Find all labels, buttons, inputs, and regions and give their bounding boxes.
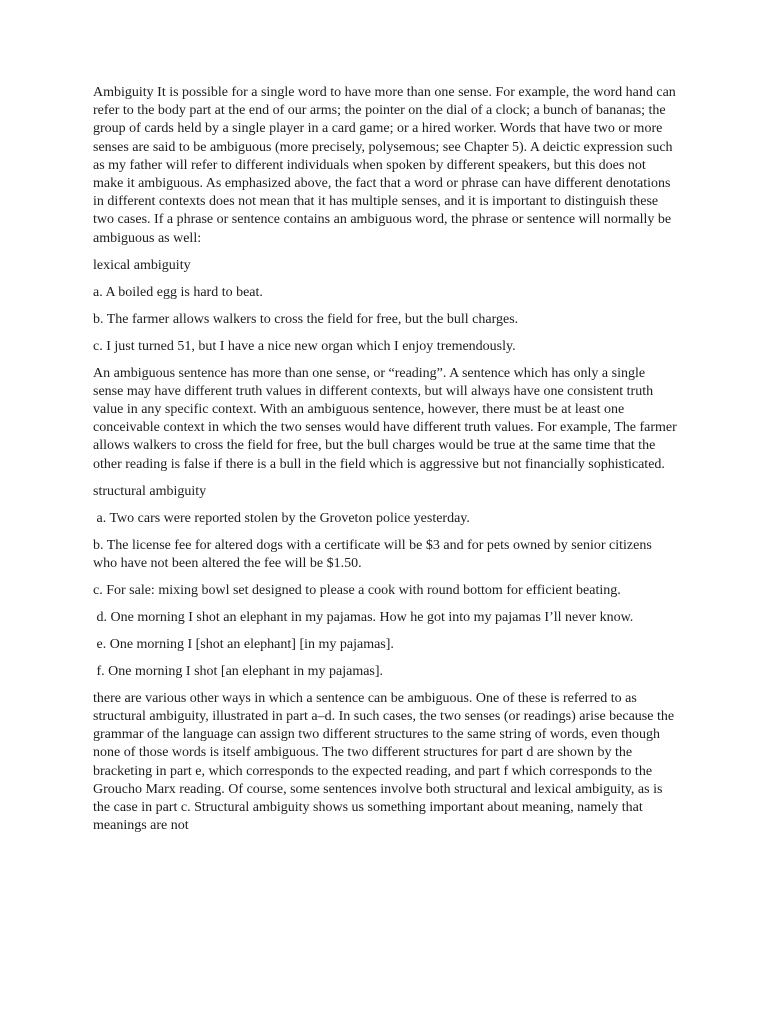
- closing-paragraph: there are various other ways in which a sentence can be ambiguous. One of these is referred to as structural ambiguity, illustrated in part a–d. In such cases, the two senses (or readings) arise because the grammar of the language can assign two different structures to the same string of words, even though none of those words is itself ambiguous. The two different structures for part d are shown by the bracketing in part e, which corresponds to the expected reading, and part f which corresponds to the Groucho Marx reading. Of course, some sentences involve both structural and lexical ambiguity, as is the case in part c. Structural ambiguity shows us something important about meaning, namely that meanings are not: [93, 690, 675, 834]
- ambiguous-sentence-paragraph: An ambiguous sentence has more than one sense, or “reading”. A sentence which has only a single sense may have different truth values in different contexts, but will always have one consistent truth value in any specific context. With an ambiguous sentence, however, there must be at least one conceivable context in which the two senses would have different truth values. For example, The farmer allows walkers to cross the field for free, but the bull charges would be true at the same time that the other reading is false if there is a bull in the field which is aggressive but not financially sophisticated.: [93, 365, 677, 472]
- structural-example-e: e. One morning I [shot an elephant] [in my pajamas].: [93, 636, 394, 652]
- structural-example-f: f. One morning I shot [an elephant in my pajamas].: [93, 663, 384, 679]
- lexical-example-c: c. I just turned 51, but I have a nice new organ which I enjoy tremendously.: [93, 338, 516, 354]
- intro-paragraph: Ambiguity It is possible for a single word to have more than one sense. For example, the word hand can refer to the body part at the end of our arms; the pointer on the dial of a clock; a bunch of bananas; the group of cards held by a single player in a card game; or a hired worker. Words that have two or more senses are said to be ambiguous (more precisely, polysemous; see Chapter 5). A deictic expression such as my father will refer to different individuals when spoken by different speakers, but this does not make it ambiguous. As emphasized above, the fact that a word or phrase can have different denotations in different contexts does not mean that it has multiple senses, and it is important to distinguish these two cases. If a phrase or sentence contains an ambiguous word, the phrase or sentence will normally be ambiguous as well:: [93, 85, 676, 246]
- lexical-example-b: b. The farmer allows walkers to cross the field for free, but the bull charges.: [93, 311, 519, 327]
- document-page: [93, 84, 678, 844]
- structural-example-d: d. One morning I shot an elephant in my pajamas. How he got into my pajamas I’ll never know.: [93, 609, 634, 625]
- structural-example-a: a. Two cars were reported stolen by the Groveton police yesterday.: [93, 510, 470, 526]
- structural-ambiguity-heading: structural ambiguity: [93, 483, 207, 499]
- lexical-ambiguity-heading: lexical ambiguity: [93, 257, 191, 273]
- structural-example-c: c. For sale: mixing bowl set designed to please a cook with round bottom for efficient beating.: [93, 582, 621, 598]
- structural-example-b: b. The license fee for altered dogs with a certificate will be $3 and for pets owned by senior citizens who have not been altered the fee will be $1.50.: [93, 537, 652, 571]
- lexical-example-a: a. A boiled egg is hard to beat.: [93, 284, 263, 300]
